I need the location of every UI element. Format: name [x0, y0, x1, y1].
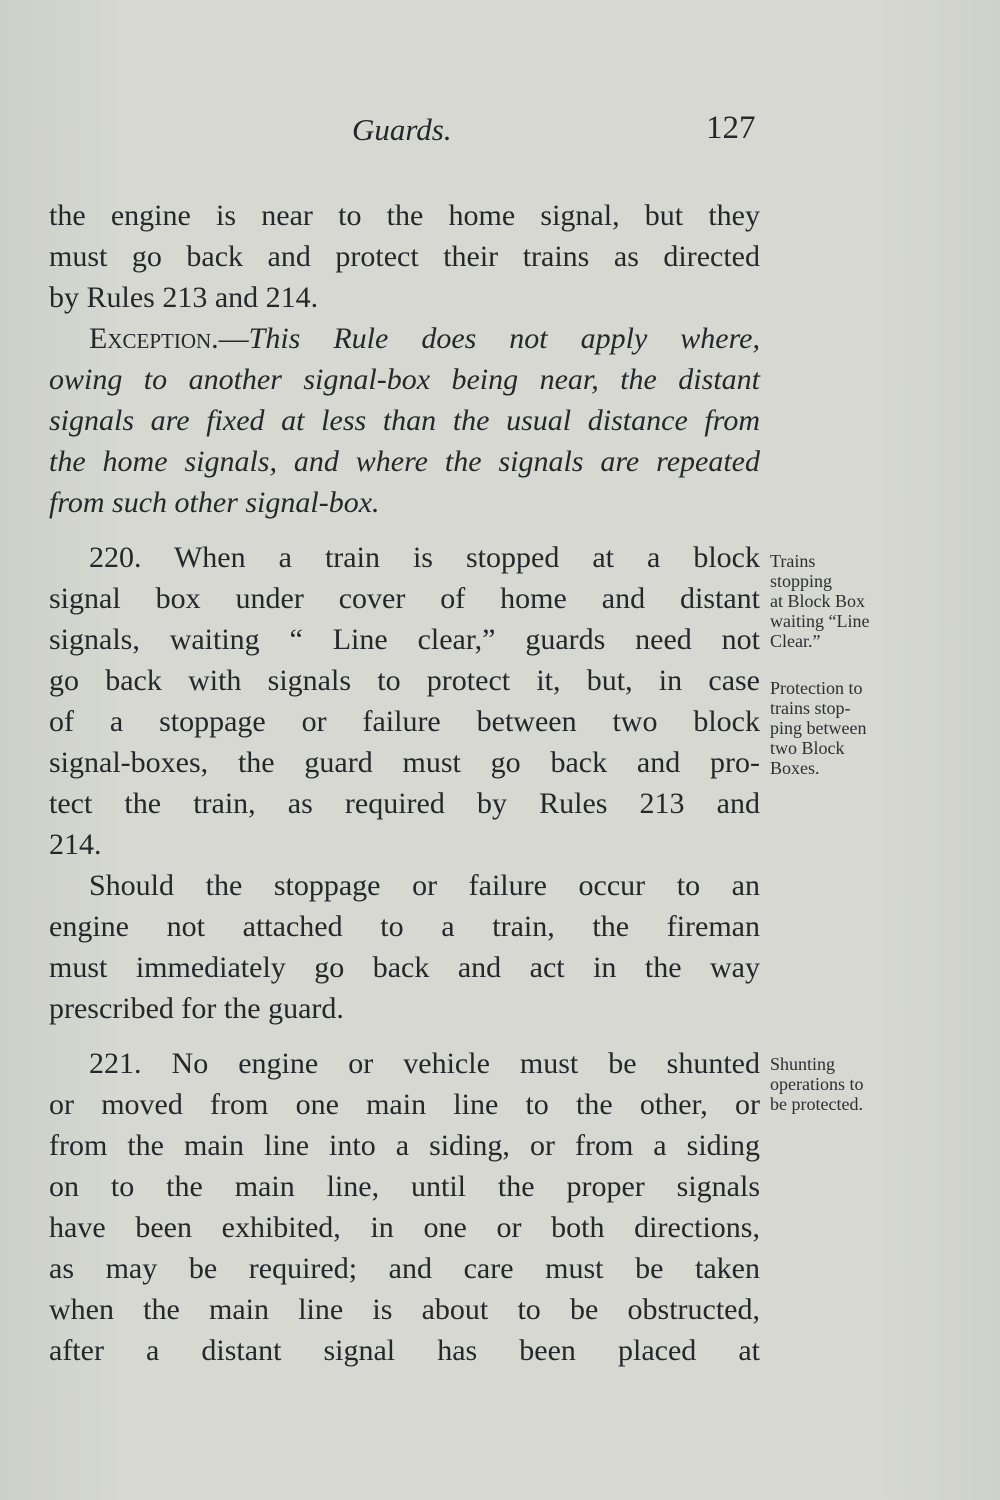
text-line: engine not attached to a train, the fireman — [49, 910, 760, 943]
text-line: by Rules 213 and 214. — [49, 281, 319, 314]
note-line: be protected. — [770, 1094, 863, 1114]
text-line: 214. — [49, 828, 102, 861]
text-line: signals, waiting “ Line clear,” guards need not — [49, 623, 760, 656]
note-line: ping between — [770, 718, 867, 738]
text-line: have been exhibited, in one or both directions, — [49, 1211, 760, 1244]
text-line: or moved from one main line to the other, or — [49, 1088, 760, 1121]
margin-note-shunting — [770, 1054, 980, 1114]
exception-label: Exception. — [89, 322, 219, 355]
exception-line — [49, 318, 760, 359]
margin-note-trains-stopping — [770, 551, 980, 651]
text-line: signal-boxes, the guard must go back and pro- — [49, 746, 760, 779]
note-line: two Block — [770, 738, 845, 758]
text-line: the engine is near to the home signal, but they — [49, 199, 760, 232]
text-line: the home signals, and where the signals are repeated — [49, 445, 760, 478]
text-line: must go back and protect their trains as directed — [49, 240, 760, 273]
text-line: after a distant signal has been placed at — [49, 1334, 760, 1367]
note-line: stopping — [770, 571, 833, 591]
note-line: Boxes. — [770, 758, 820, 778]
note-line: Trains — [770, 551, 816, 571]
text-line: as may be required; and care must be taken — [49, 1252, 760, 1285]
text-line: signal box under cover of home and distant — [49, 582, 760, 615]
note-line: at Block Box — [770, 591, 865, 611]
text-line: Should the stoppage or failure occur to an — [89, 869, 760, 902]
text-line: must immediately go back and act in the way — [49, 951, 760, 984]
text-line: prescribed for the guard. — [49, 992, 344, 1025]
note-line: Protection to — [770, 678, 863, 698]
text-line: go back with signals to protect it, but, in case — [49, 664, 760, 697]
exception-dash: — — [218, 322, 249, 355]
page-header — [0, 108, 1000, 152]
text-line: owing to another signal-box being near, the distant — [49, 363, 760, 396]
note-line: waiting “Line — [770, 611, 870, 631]
margin-note-protection — [770, 678, 980, 778]
text-line: from such other signal-box. — [49, 486, 380, 519]
running-title: Guards. — [352, 112, 452, 147]
paragraph-gap — [49, 1029, 760, 1043]
rule-221-first-line: 221. No engine or vehicle must be shunted — [89, 1047, 760, 1080]
note-line: trains stop- — [770, 698, 851, 718]
note-line: Clear.” — [770, 631, 821, 651]
paragraph-gap — [49, 523, 760, 537]
note-line: operations to — [770, 1074, 864, 1094]
page-number: 127 — [706, 110, 756, 146]
rule-220-first-line: 220. When a train is stopped at a block — [89, 541, 760, 574]
text-line: tect the train, as required by Rules 213 and — [49, 787, 760, 820]
body-text — [49, 195, 760, 1371]
text-line: on to the main line, until the proper signals — [49, 1170, 760, 1203]
text-line: signals are fixed at less than the usual distance from — [49, 404, 760, 437]
exception-text: This Rule does not apply where, — [248, 322, 760, 355]
text-line: of a stoppage or failure between two block — [49, 705, 760, 738]
text-line: when the main line is about to be obstructed, — [49, 1293, 760, 1326]
note-line: Shunting — [770, 1054, 836, 1074]
text-line: from the main line into a siding, or from a siding — [49, 1129, 760, 1162]
